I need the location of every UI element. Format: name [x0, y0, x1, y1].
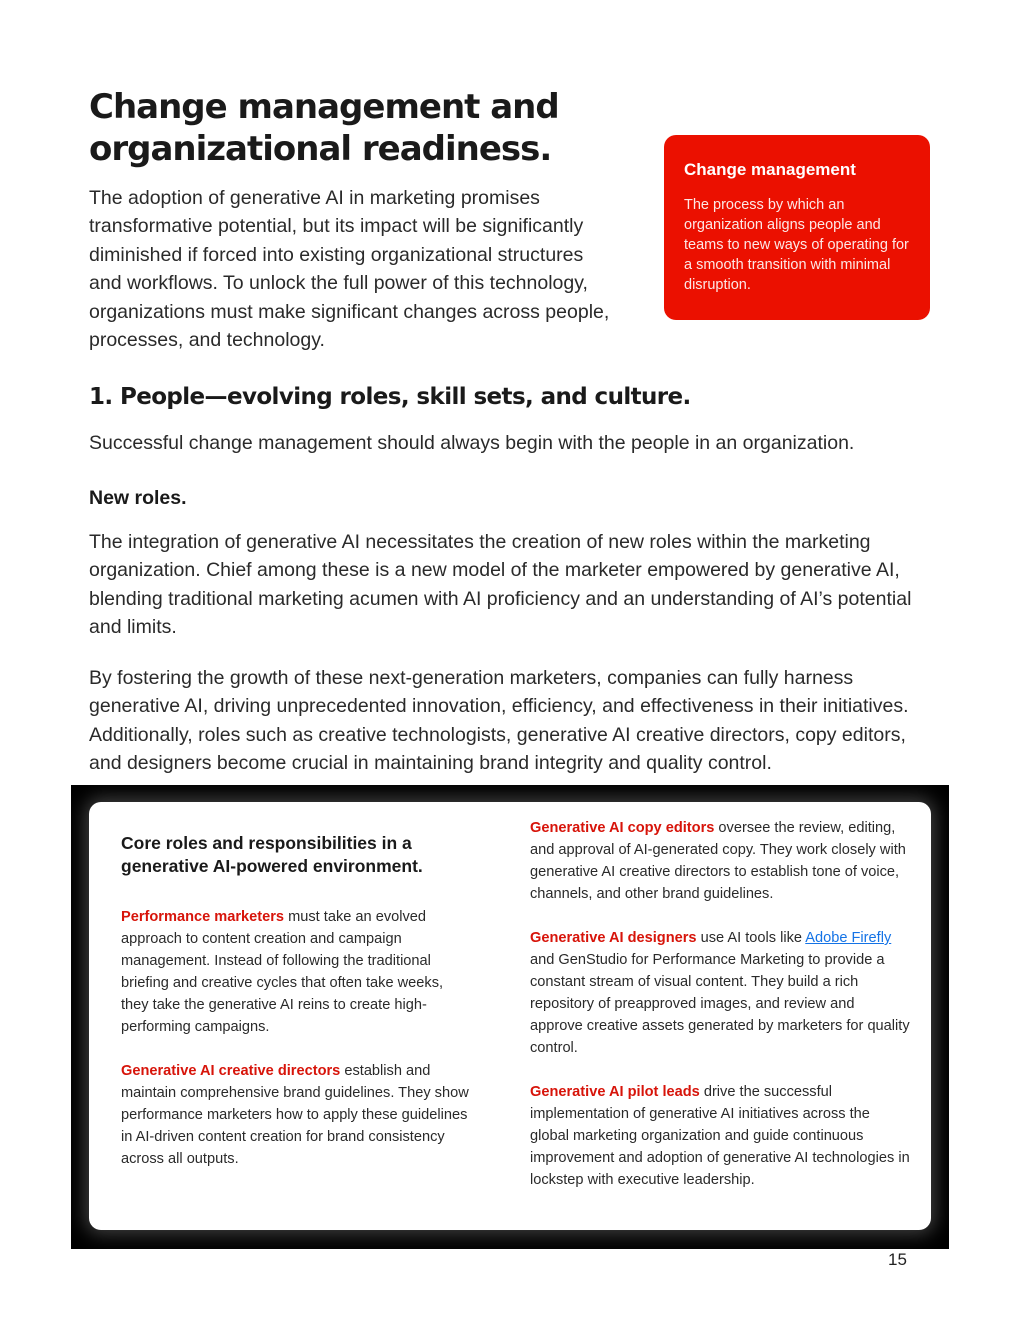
intro-paragraph: The adoption of generative AI in marketing promises transformative potential, but its impact will be significantly diminished if forced into existing organizational structures and workflows. To unlock the full power of this technology, organizations must make significant changes across people, processes, and technology.: [89, 187, 610, 352]
role-entry: [121, 906, 471, 1038]
role-description: must take an evolved approach to content creation and campaign management. Instead of following the traditional briefing and creative cycles that often take weeks, they take the generative AI reins to create high-performing campaigns.: [121, 909, 444, 1035]
page-number: 15: [888, 1250, 907, 1269]
roles-column-left: [121, 832, 471, 1192]
role-name: Generative AI copy editors: [530, 820, 715, 836]
role-name: Performance marketers: [121, 909, 285, 925]
callout-text: The process by which an organization aligns people and teams to new ways of operating for a smooth transition with minimal disruption.: [684, 197, 909, 293]
role-entry: [121, 1060, 471, 1170]
role-name: Generative AI designers: [530, 930, 697, 946]
adobe-firefly-link[interactable]: Adobe Firefly: [805, 930, 892, 946]
body-paragraph: By fostering the growth of these next-generation marketers, companies can fully harness generative AI, driving unprecedented innovation, efficiency, and effectiveness in their initiatives. Additionally, roles such as creative technologists, generative AI creative directors, copy editors, and designers become crucial in maintaining brand integrity and quality control.: [89, 667, 909, 775]
subheading-new-roles: New roles.: [89, 487, 187, 509]
role-description: establish and maintain comprehensive brand guidelines. They show performance marketers how to apply these guidelines in AI-driven content creation for brand consistency across all outputs.: [121, 1063, 469, 1167]
role-description: and GenStudio for Performance Marketing to provide a constant stream of visual content. They build a rich repository of preapproved images, and review and approve creative assets generated by marketers for quality control.: [530, 952, 910, 1056]
page-title: Change management and organizational readiness.: [89, 87, 559, 169]
roles-column-right: [530, 817, 910, 1213]
roles-card-title: Core roles and responsibilities in a generative AI-powered environment.: [121, 833, 423, 876]
role-entry: [530, 1081, 910, 1191]
roles-panel: [71, 785, 949, 1249]
callout-title: Change management: [684, 160, 856, 179]
role-entry: [530, 927, 910, 1059]
definition-callout: [664, 135, 930, 320]
role-entry: [530, 817, 910, 905]
role-name: Generative AI pilot leads: [530, 1084, 700, 1100]
role-description: use AI tools like: [696, 930, 806, 946]
role-name: Generative AI creative directors: [121, 1063, 341, 1079]
section-heading: 1. People—evolving roles, skill sets, and culture.: [89, 384, 691, 410]
section-lead: Successful change management should always begin with the people in an organization.: [89, 432, 855, 454]
role-description: drive the successful implementation of generative AI initiatives across the global marketing organization and guide continuous improvement and adoption of generative AI technologies in lockstep with executive leadership.: [530, 1084, 910, 1188]
role-description: oversee the review, editing, and approval of AI-generated copy. They work closely with generative AI creative directors to establish tone of voice, channels, and other brand guidelines.: [530, 820, 906, 902]
body-paragraph: The integration of generative AI necessitates the creation of new roles within the marketing organization. Chief among these is a new model of the marketer empowered by generative AI, blending traditional marketing acumen with AI proficiency and an understanding of AI’s potential and limits.: [89, 531, 912, 639]
roles-card: [89, 802, 931, 1230]
